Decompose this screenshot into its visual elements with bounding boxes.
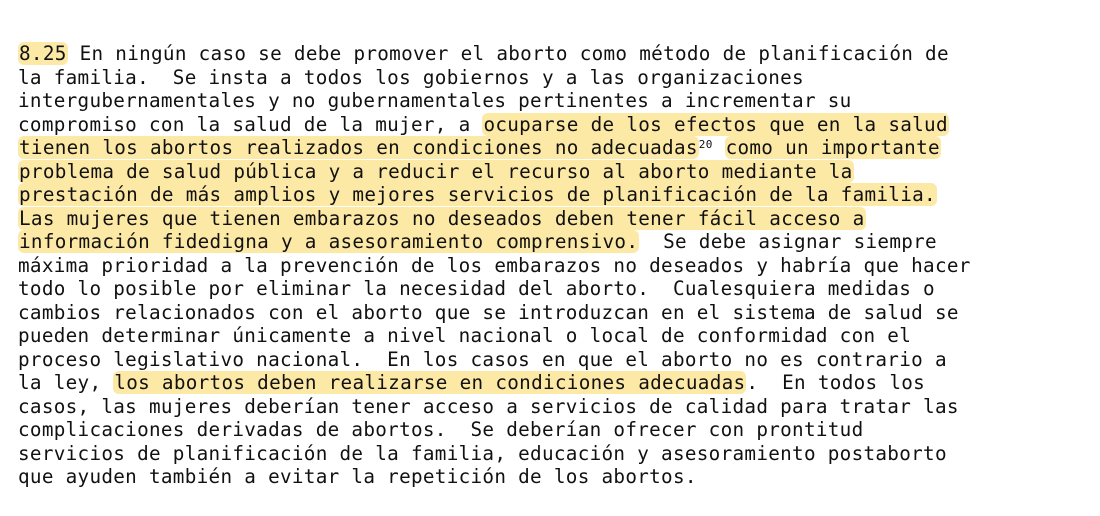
text-segment: la familia. Se insta a todos los gobiernos y a las organizaciones: [18, 65, 804, 89]
text-segment: cambios relacionados con el aborto que se introduzcan en el sistema de salud se: [18, 300, 959, 324]
highlight-segment: prestación de más amplios y mejores servicios de planificación de la familia.: [19, 183, 936, 206]
footnote-marker: 20: [698, 138, 713, 151]
text-segment: pueden determinar únicamente a nivel nacional o local de conformidad con el: [18, 324, 912, 347]
text-segment: casos, las mujeres deberían tener acceso a servicios de calidad para tratar las: [18, 394, 959, 418]
text-segment: En ningún caso se debe promover el aborto como método de planificación de: [79, 42, 949, 65]
text-segment: servicios de planificación de la familia, educación y asesoramiento postaborto: [18, 441, 947, 465]
highlight-segment: ocuparse de los efectos que en la salud: [483, 112, 948, 136]
text-segment: complicaciones derivadas de abortos. Se deberían ofrecer con prontitud: [18, 418, 864, 441]
text-segment: la ley,: [18, 371, 114, 394]
highlight-segment: como un importante: [725, 136, 940, 159]
highlight-segment: los abortos deben realizarse en condiciones adecuadas: [114, 371, 746, 394]
highlight-segment: problema de salud pública y a reducir el recurso al aborto mediante la: [19, 159, 853, 183]
highlight-segment: información fidedigna y a asesoramiento comprensivo.: [19, 230, 639, 253]
text-segment: máxima prioridad a la prevención de los embarazos no deseados y habría que hacer: [18, 253, 971, 277]
paragraph-8-25: [18, 42, 971, 489]
text-segment: intergubernamentales y no gubernamentales pertinentes a incrementar su: [18, 89, 852, 112]
highlight-segment: Las mujeres que tienen embarazos no deseados deben tener fácil acceso a: [19, 206, 865, 230]
paragraph-number: 8.25: [19, 42, 67, 65]
text-segment: . En todos los: [746, 371, 926, 394]
text-segment: todo lo posible por eliminar la necesidad del aborto. Cualesquiera medidas o: [18, 277, 935, 300]
text-segment: compromiso con la salud de la mujer, a: [18, 112, 483, 136]
highlight-segment: tienen los abortos realizados en condiciones no adecuadas: [19, 136, 698, 159]
text-segment: que ayuden también a evitar la repetición de los abortos.: [18, 465, 697, 488]
text-segment: proceso legislativo nacional. En los casos en que el aborto no es contrario a: [18, 347, 947, 371]
text-segment: Se debe asignar siempre: [651, 230, 937, 253]
